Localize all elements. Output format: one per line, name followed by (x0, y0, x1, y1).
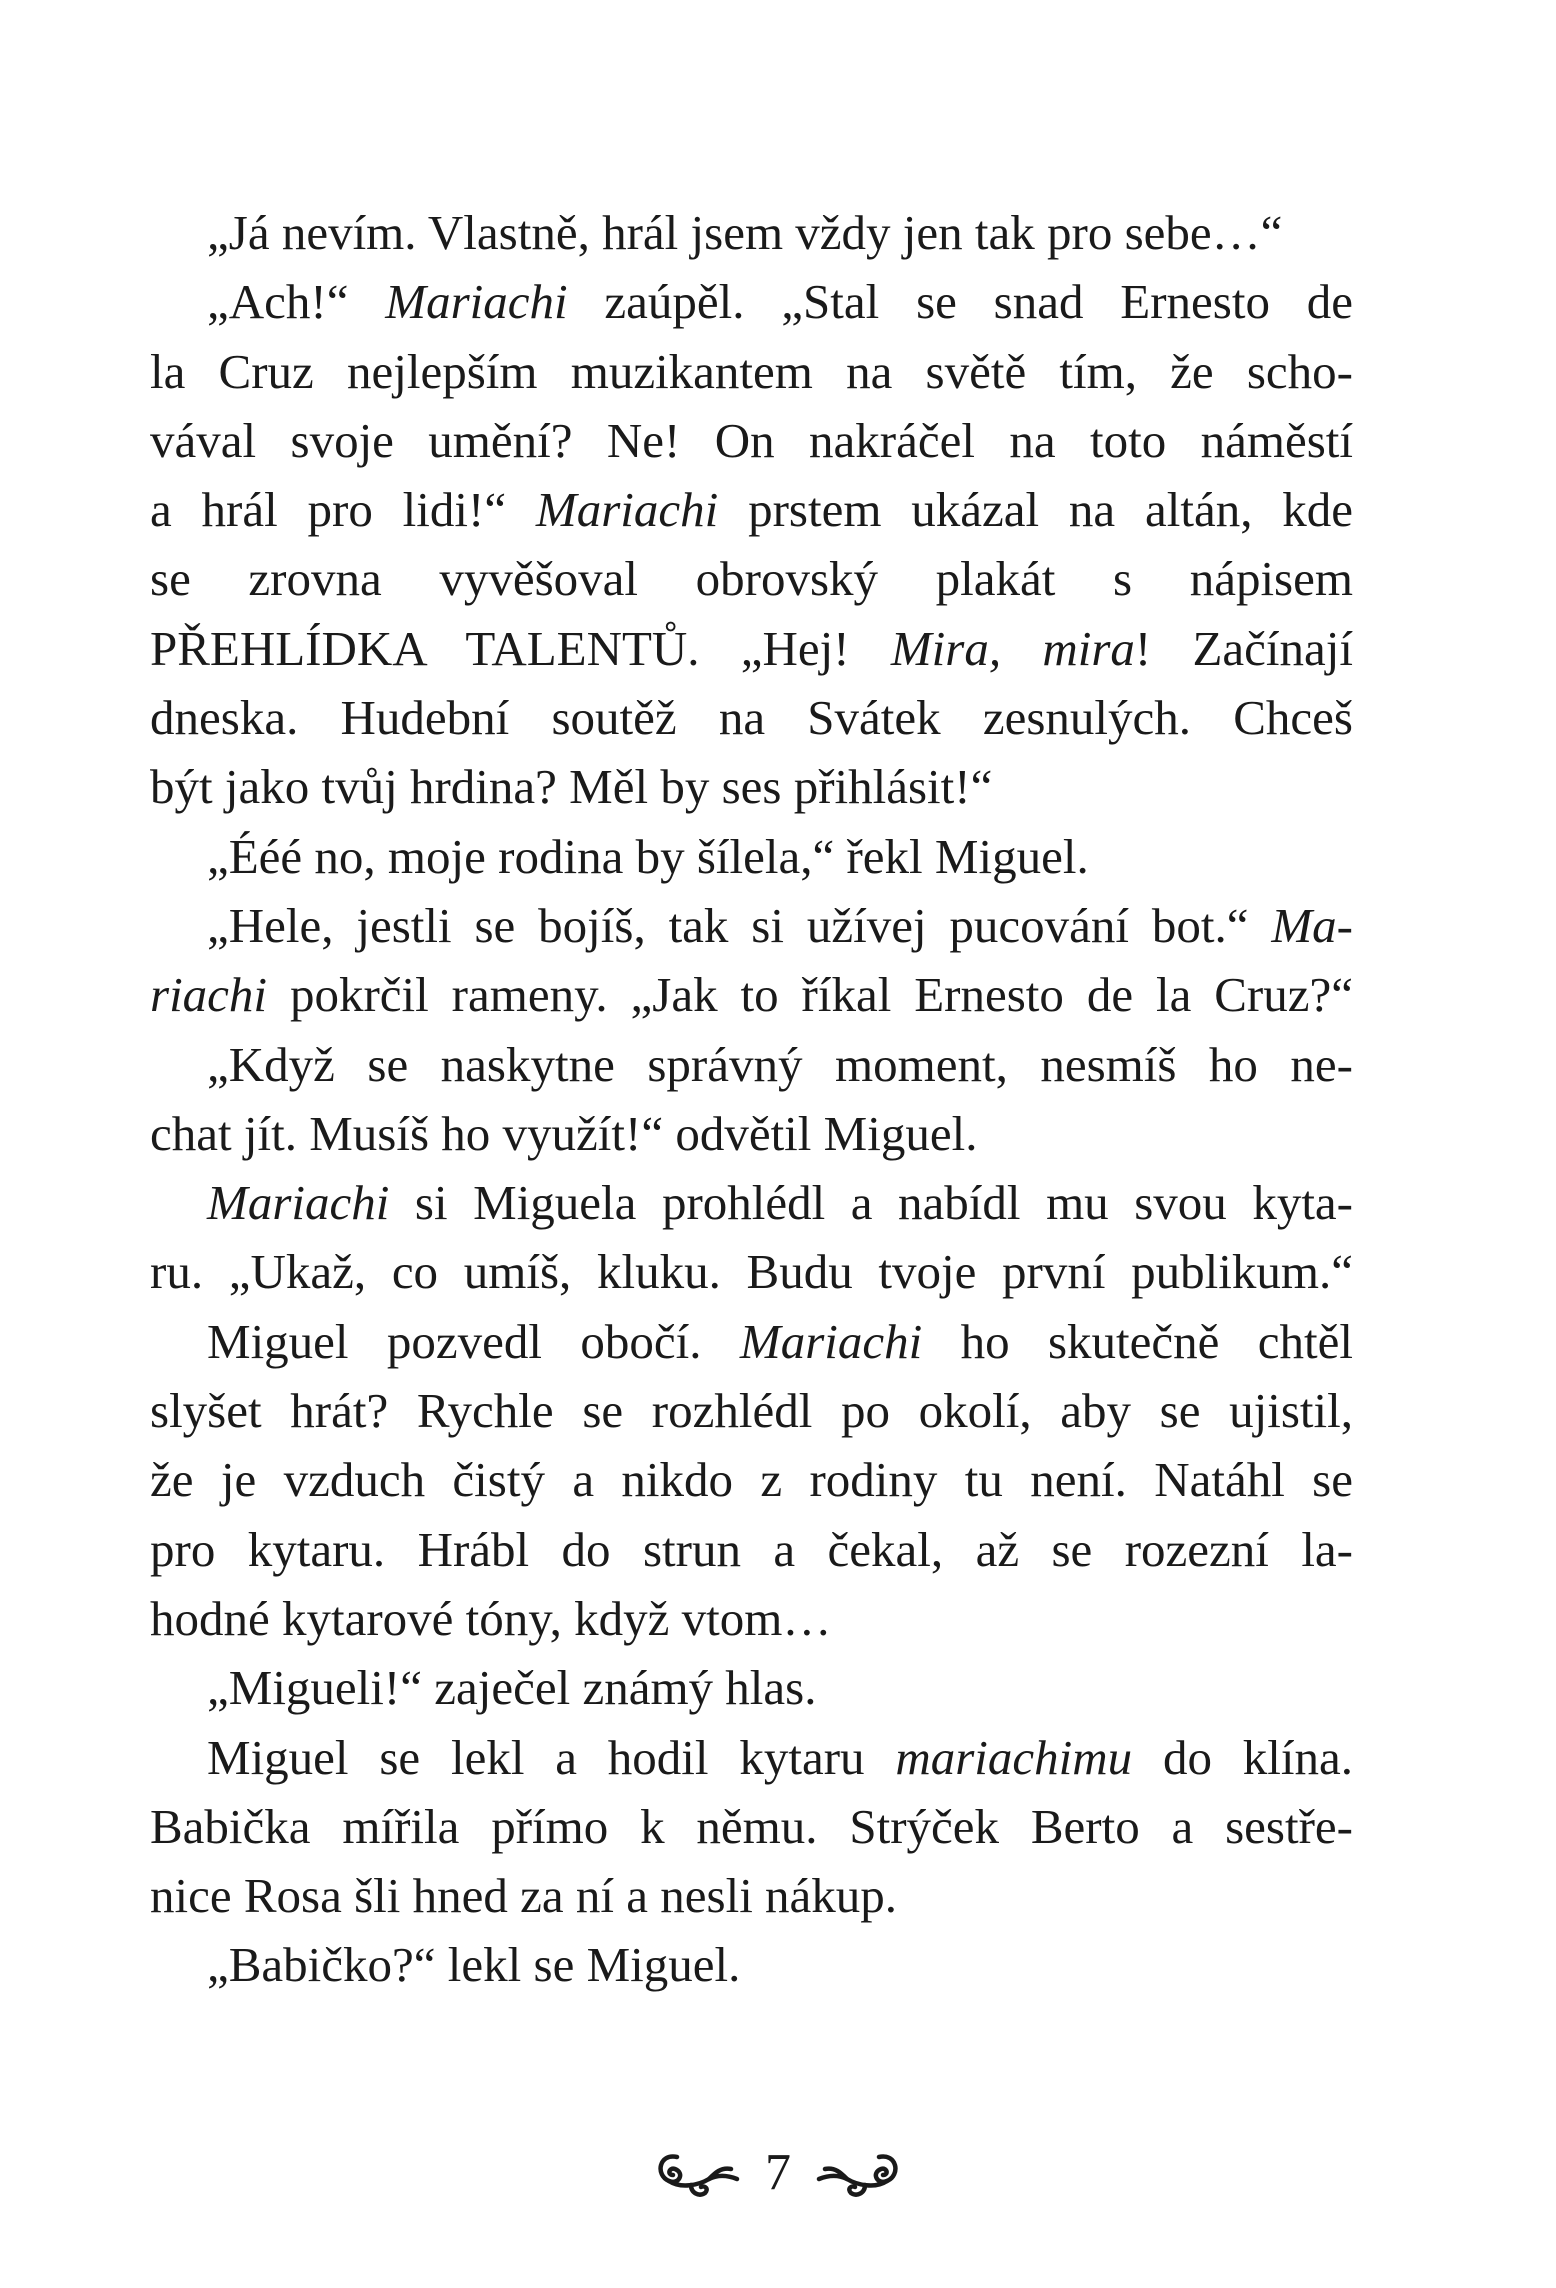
text-run: Miguel se lekl a hodil kytaru (207, 1729, 896, 1785)
text-run: „Ééé no, moje rodina by šílela,“ řekl Miguel. (207, 828, 1089, 884)
text-line (150, 891, 1353, 960)
text-run: pokrčil rameny. „Jak to říkal Ernesto de la Cruz?“ (267, 967, 1353, 1023)
text-run: „Já nevím. Vlastně, hrál jsem vždy jen tak pro sebe…“ (207, 205, 1283, 260)
text-run: PŘEHLÍDKA TALENTŮ. „Hej! (150, 620, 891, 676)
text-run: do klína. (1132, 1729, 1353, 1785)
text-run: zaúpěl. „Stal se snad Ernesto de (567, 274, 1354, 330)
italic-text: Mariachi (385, 274, 568, 330)
text-run: prstem ukázal na altán, kde (718, 482, 1353, 538)
text-line (150, 1445, 1353, 1514)
text-run: Miguel pozvedl obočí. (207, 1313, 740, 1369)
text-line (150, 1237, 1353, 1306)
text-line (150, 1584, 1353, 1653)
text-run: „Ach!“ (207, 274, 386, 330)
text-run: hodné kytarové tóny, když vtom… (150, 1590, 832, 1646)
text-run: „Když se naskytne správný moment, nesmíš ho ne- (207, 1036, 1353, 1092)
italic-text: Mariachi (207, 1175, 390, 1231)
flourish-ornament-left-icon (651, 2145, 743, 2201)
text-run: že je vzduch čistý a nikdo z rodiny tu není. Natáhl se (150, 1452, 1353, 1508)
text-line (150, 198, 1353, 267)
text-run: ho skutečně chtěl (922, 1313, 1353, 1369)
text-line (150, 960, 1353, 1029)
text-run: „Babičko?“ lekl se Miguel. (207, 1937, 741, 1993)
text-run: si Miguela prohlédl a nabídl mu svou kyta- (389, 1175, 1353, 1231)
italic-text: Ma- (1271, 897, 1353, 953)
body-text (150, 198, 1353, 2000)
text-run: být jako tvůj hrdina? Měl by ses přihlásit!“ (150, 759, 993, 815)
text-line (150, 1307, 1353, 1376)
text-line (150, 683, 1353, 752)
italic-text: mariachimu (895, 1729, 1133, 1785)
italic-text: riachi (150, 967, 268, 1023)
text-run: Babička mířila přímo k němu. Strýček Berto a sestře- (150, 1798, 1353, 1854)
text-line (150, 1792, 1353, 1861)
text-line (150, 1653, 1353, 1722)
text-line (150, 1723, 1353, 1792)
text-line (150, 822, 1353, 891)
text-run: „Migueli!“ zaječel známý hlas. (207, 1660, 817, 1716)
text-run: la Cruz nejlepším muzikantem na světě tím, že scho- (150, 343, 1353, 399)
text-run: a hrál pro lidi!“ (150, 482, 536, 538)
page-number: 7 (765, 2144, 791, 2201)
text-run: pro kytaru. Hrábl do strun a čekal, až se rozezní la- (150, 1521, 1353, 1577)
text-line (150, 406, 1353, 475)
text-line (150, 1376, 1353, 1445)
italic-text: Mariachi (535, 482, 719, 538)
text-run: ! Začínají (1134, 620, 1354, 676)
text-line (150, 337, 1353, 406)
text-line (150, 614, 1353, 683)
text-line (150, 1515, 1353, 1584)
text-run: slyšet hrát? Rychle se rozhlédl po okolí, aby se ujistil, (150, 1383, 1353, 1439)
page-footer (0, 2138, 1556, 2208)
text-line (150, 475, 1353, 544)
text-run: „Hele, jestli se bojíš, tak si užívej pucování bot.“ (207, 897, 1272, 953)
flourish-ornament-right-icon (813, 2145, 905, 2201)
text-run: se zrovna vyvěšoval obrovský plakát s nápisem (150, 551, 1353, 607)
text-line (150, 1930, 1353, 1999)
text-line (150, 1168, 1353, 1237)
text-line (150, 544, 1353, 613)
text-line (150, 1099, 1353, 1168)
text-run: nice Rosa šli hned za ní a nesli nákup. (150, 1868, 898, 1924)
text-line (150, 752, 1353, 821)
italic-text: Mira, mira (890, 620, 1135, 676)
text-run: chat jít. Musíš ho využít!“ odvětil Miguel. (150, 1105, 978, 1161)
text-line (150, 267, 1353, 336)
italic-text: Mariachi (739, 1313, 923, 1369)
text-run: vával svoje umění? Ne! On nakráčel na toto náměstí (150, 412, 1353, 468)
text-run: dneska. Hudební soutěž na Svátek zesnulých. Chceš (150, 690, 1353, 746)
text-line (150, 1030, 1353, 1099)
text-run: ru. „Ukaž, co umíš, kluku. Budu tvoje první publikum.“ (150, 1244, 1353, 1300)
text-line (150, 1861, 1353, 1930)
